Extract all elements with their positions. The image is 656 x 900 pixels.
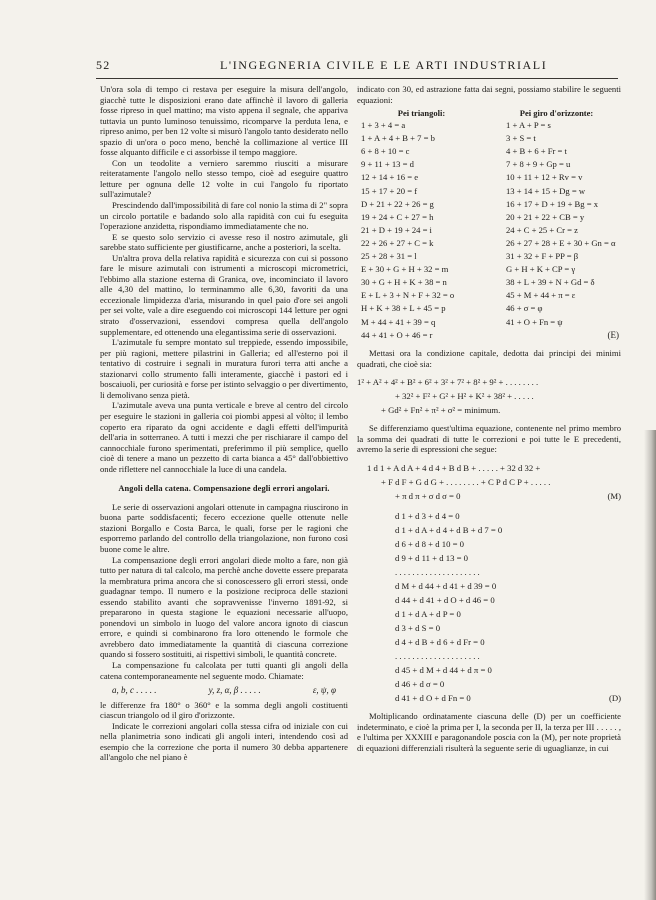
equation-tag-E: (E) [607,329,619,340]
math-line: d 1 + d 3 + d 4 = 0 [395,510,460,521]
triangle-equation: M + 44 + 41 + 39 = q [361,316,436,327]
equation-tag-M: (M) [607,490,621,501]
left-column [100,84,348,763]
triangle-equation: 30 + G + H + K + 38 = n [361,277,447,288]
triangles-header: Pei triangoli: [397,108,446,119]
horizon-equation: 41 + O + Fn = ψ [506,316,563,327]
journal-title: L'INGEGNERIA CIVILE E LE ARTI INDUSTRIALI [220,58,548,72]
triangle-equation: 44 + 41 + O + 46 = r [361,329,433,340]
paragraph: L'azimutale fu sempre montato sul treppiede, essendo impossibile, per più ragioni, mettere pilastrini in Galleria; ed all'esterno poi il tentativo di costruire i segnali in muratura furori terra atti anche a stazionarvi collo strumento falli interamente, giacchè i pastori ed i boscaiuoli, per curiosità e forse per istinto selvaggio o per divertimento, li demolivano senza pietà. [100,337,348,400]
triangle-equation: 21 + D + 19 + 24 = i [361,224,432,235]
header-rule [96,78,618,79]
minimum-condition [357,375,621,417]
math-line: d 4 + d B + d 6 + d Fr = 0 [395,636,485,647]
math-line: d 1 + d A + d 4 + d B + d 7 = 0 [395,524,503,535]
running-header [96,58,616,74]
math-line: + π d π + σ d σ = 0 [395,490,461,501]
horizon-equation [492,329,621,342]
triangle-equation: 12 + 14 + 16 = e [361,172,419,183]
horizon-equation: 26 + 27 + 28 + E + 30 + Gn = α [506,237,616,248]
page-number: 52 [96,58,111,72]
paragraph: Indicate le correzioni angolari colla stessa cifra od iniziale con cui nella planimetria sono indicati gli angoli interi, intendendo così ad esempio che la correzione che porta il numero 30 debba appartenere all'angolo che nel piano è [100,720,348,763]
math-line: d 45 + d M + d 44 + d π = 0 [395,664,492,675]
equation-M [357,461,621,503]
math-line: d 41 + d O + d Fn = 0 [395,692,471,703]
horizon-equation: 16 + 17 + D + 19 + Bg = x [506,198,599,209]
paragraph: La compensazione fu calcolata per tutti quanti gli angoli della catena contemporaneamente nel seguente modo. Chiamate: [100,659,348,681]
math-line: + 32² + F² + G² + H² + K² + 38² + . . . . . [395,391,534,402]
horizon-equation: 45 + M + 44 + π = ε [506,290,576,301]
triangle-equation: 25 + 28 + 31 = l [361,251,417,262]
triangle-equation: D + 21 + 22 + 26 = g [361,198,434,209]
horizon-equation: 7 + 8 + 9 + Gp = u [506,159,571,170]
math-line: d 9 + d 11 + d 13 = 0 [395,552,469,563]
horizon-equation: 13 + 14 + 15 + Dg = w [506,185,586,196]
math-line: d 3 + d S = 0 [395,622,441,633]
triangle-equation: E + L + 3 + N + F + 32 = o [361,290,455,301]
section-title: Angoli della catena. Compensazione degli errori angolari. [118,484,330,494]
equations-D [357,509,621,705]
dots-line: . . . . . . . . . . . . . . . . . . . . [395,650,480,661]
symbol-group: a, b, c . . . . . [112,685,157,696]
math-line: d 46 + d σ = 0 [395,678,445,689]
equations-E [357,107,621,342]
horizon-equation: 10 + 11 + 12 + Rv = v [506,172,583,183]
horizon-equation: 24 + C + 25 + Cr = z [506,224,578,235]
math-line: d 6 + d 8 + d 10 = 0 [395,538,464,549]
right-column [357,84,621,753]
symbol-group: y, z, α, β . . . . . [208,685,261,696]
triangle-equation: 15 + 17 + 20 = f [361,185,418,196]
page-edge-shadow [644,430,656,900]
symbol-group: ε, ψ, φ [312,685,336,696]
paragraph: La compensazione degli errori angolari diede molto a fare, non già tutto per natura di tal calcolo, ma perchè anche dovette essere preparata la membratura prima ancora che si conoscessero gli errori stessi, onde guadagnar tempo. Il numero e la posizione reciproca delle stazioni essendo stabilito avanti che sopravvenisse l'inverno 1891-92, si prepararono in questa stagione le equazioni necessarie all'uopo, ponendovi un simbolo in luogo del valore ancora ignoto di ciascun errore, e quindi si combinarono fra loro ottenendo le formole che avrebbero dato immediatamente la quantità di ciascuna correzione quando si fossero sostituiti, ai rispettivi simboli, le quantità concrete. [100,554,348,660]
paragraph: E se questo solo servizio ci avesse reso il nostro azimutale, gli sarebbe stato sufficiente per giustificarne, anche a posteriori, la scelta. [100,231,348,253]
horizon-equation: 3 + S = t [506,133,536,144]
horizon-equation: 20 + 21 + 22 + CB = y [506,211,585,222]
paragraph: Moltiplicando ordinatamente ciascuna delle (D) per un coefficiente indeterminato, e cioè la prima per I, la seconda per II, la terza per III . . . . . , e l'ultima per XXXIII e paragonandole poscia con la (M), per note proprietà di equazioni differenziali risulterà la seguente serie di uguaglianze, in cui [357,710,621,753]
horizon-equation: G + H + K + CP = γ [506,264,576,275]
dots-line: . . . . . . . . . . . . . . . . . . . . [395,566,480,577]
paragraph: indicato con 30, ed astrazione fatta dai segni, possiamo stabilire le seguenti equazioni: [357,84,621,105]
math-line: d 1 + d A + d P = 0 [395,608,461,619]
math-line: 1 d 1 + A d A + 4 d 4 + B d B + . . . . . + 32 d 32 + [367,462,541,473]
triangle-equation: E + 30 + G + H + 32 = m [361,264,449,275]
paragraph: Le serie di osservazioni angolari ottenute in campagna riuscirono in buona parte soddisfacenti; fecero eccezione quelle ottenute nelle stazioni Borgallo e Costa Barca, le quali, forse per le ragioni che esporremo parlando del controllo della triangolazione, non furono così buone come le altre. [100,501,348,554]
paragraph: Con un teodolite a verniero saremmo riusciti a misurare reiteratamente l'angolo nello stesso tempo, cioè ad eseguire quattro letture per ognuna delle 12 volte in cui l'angolo fu riportato sull'azimutale? [100,157,348,200]
math-line: 1² + A² + 4² + B² + 6² + 3² + 7² + 8² + 9² + . . . . . . . . [357,377,539,388]
paragraph: Un'altra prova della relativa rapidità e sicurezza con cui si possono fare le misure azimutali con istrumenti a microscopi micrometrici, l'ebbimo alla stazione esterna di Granica, ove, incominciato il lavoro alle 4,30 del mattino, lo terminammo alle 6,30, favoriti da una eccezionale limpidezza d'aria, misurando in quel paio d'ore sei angoli per sei volte, vale a dire eseguendo coi microscopi 144 letture per ogni strato d'osservazioni, essendovi compresa quella dell'angolo supplementare, ed ottenendo una elegantissima serie di osservazioni. [100,252,348,337]
triangle-equation: 1 + A + 4 + B + 7 = b [361,133,435,144]
triangle-equation: 19 + 24 + C + 27 = h [361,211,434,222]
math-line: + F d F + G d G + . . . . . . . . + C P d C P + . . . . . [381,476,551,487]
triangle-equation: 9 + 11 + 13 = d [361,159,414,170]
math-line: + Gd² + Fn² + π² + σ² = minimum. [381,405,501,416]
horizon-equation: 38 + L + 39 + N + Gd = δ [506,277,595,288]
horizon-equation: 4 + B + 6 + Fr = t [506,146,567,157]
greek-symbols-row [100,681,348,700]
equation-tag-D: (D) [608,692,621,703]
horizon-equation: 46 + σ = φ [506,303,543,314]
triangle-equation: 1 + 3 + 4 = a [361,120,406,131]
triangle-equation: 6 + 8 + 10 = c [361,146,410,157]
horizon-header: Pei giro d'orizzonte: [519,108,594,119]
paragraph: le differenze fra 180° o 360° e la somma degli angoli costituenti ciascun triangolo od il giro d'orizzonte. [100,699,348,721]
paragraph: Mettasi ora la condizione capitale, dedotta dai principi dei minimi quadrati, che cioè sia: [357,348,621,369]
math-line: d M + d 44 + d 41 + d 39 = 0 [395,580,497,591]
paragraph: Un'ora sola di tempo ci restava per eseguire la misura dell'angolo, giacchè tutte le disposizioni erano date affinchè il lavoro di galleria fosse ripreso in quel mattino; ma visto appena il segnale, che appariva tuttavia un punto luminoso tenuissimo, ricomparve la perduta lena, e ripreso animo, per ben 12 volte si misurò l'angolo tanto desiderato nello spazio di un'ora o poco meno, benchè la collimazione al vertice III fosse alquanto difficile e ci assorbisse il tempo maggiore. [100,84,348,158]
paragraph: Se differenziamo quest'ultima equazione, contenente nel primo membro la somma dei quadrati di tutte le correzioni e poi tutte le E precedenti, avremo la serie di espressioni che segue: [357,423,621,455]
triangle-equation: H + K + 38 + L + 45 = p [361,303,446,314]
paragraph: Prescindendo dall'impossibilità di fare col nonio la stima di 2" sopra un circolo portatile e badando solo alla rapidità con cui fu eseguita l'operazione anzidetta, rispondiamo immediatamente che no. [100,200,348,232]
paragraph: L'azimutale aveva una punta verticale e breve al centro del circolo per eseguire le stazioni in galleria coi piombi appesi al vòlto; il lembo coperto era riparato da ogni accidente e dagli effetti dell'impurità dell'aria in sotterraneo. A tutti i mezzi che per rischiarare il campo del cannocchiale furono sperimentati, preferimmo il più semplice, quello cioè di tenere a mano un pezzetto di carta bianca a 45° dall'obbiettivo onde riflettere nel cannocchiale la luce di una candela. [100,400,348,474]
horizon-equation: 1 + A + P = s [506,120,551,131]
horizon-equation: 31 + 32 + F + PP = β [506,251,579,262]
triangle-equation: 22 + 26 + 27 + C = k [361,237,434,248]
math-line: d 44 + d 41 + d O + d 46 = 0 [395,594,495,605]
